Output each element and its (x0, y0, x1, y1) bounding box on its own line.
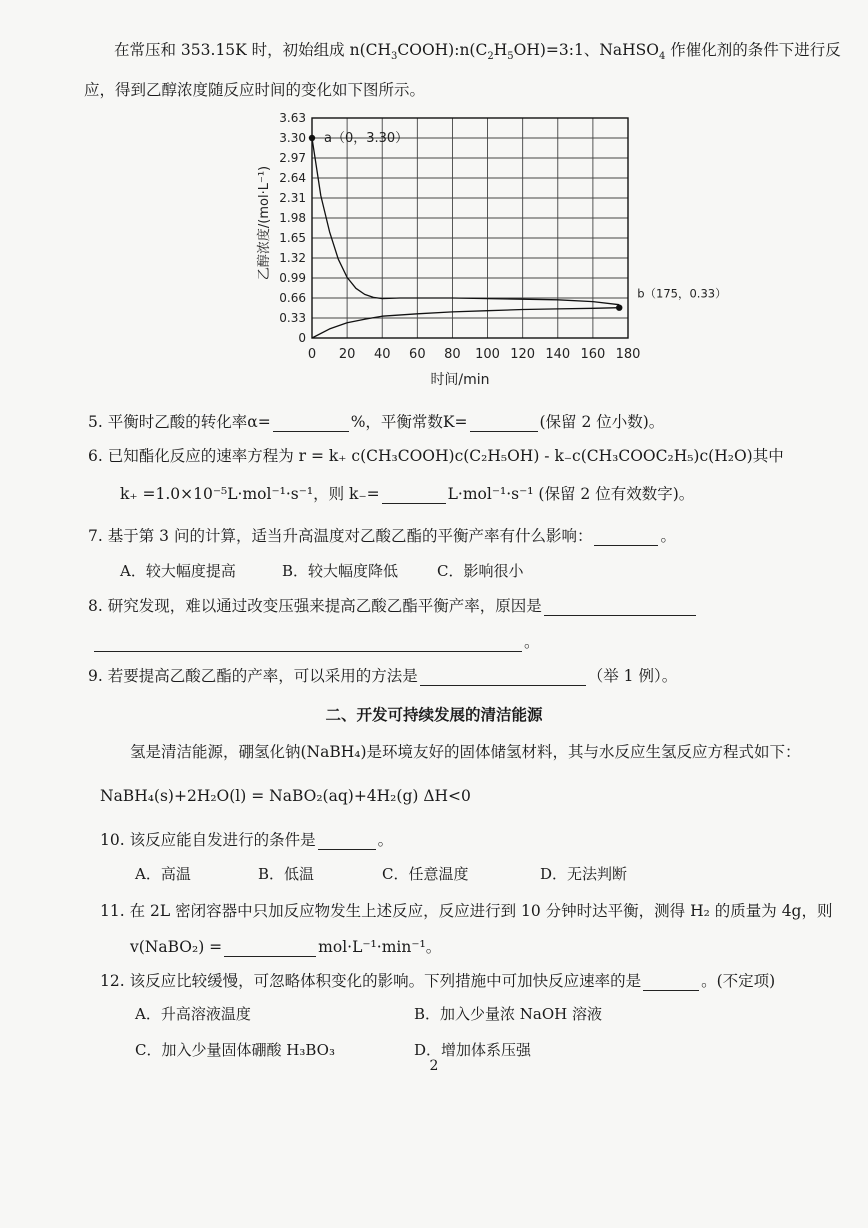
q5-text-a: 平衡时乙酸的转化率α= (107, 413, 271, 431)
q11-blank[interactable] (224, 955, 316, 957)
q7-number: 7. (88, 527, 103, 545)
q8-text: 研究发现，难以通过改变压强来提高乙酸乙酯平衡产率，原因是 (107, 597, 542, 615)
q7-option-c[interactable]: C．影响很小 (437, 562, 524, 580)
section-2-intro: 氢是清洁能源，硼氢化钠(NaBH₄)是环境友好的固体储氢材料，其与水反应生氢反应方程式如下： (130, 743, 801, 761)
question-12 (100, 969, 775, 991)
x-tick-label: 180 (615, 347, 641, 362)
section-2-heading: 二、开发可持续发展的清洁能源 (325, 706, 543, 724)
intro-sub: 4 (658, 51, 666, 63)
q12-text: 该反应比较缓慢，可忽略体积变化的影响。下列措施中可加快反应速率的是 (129, 972, 642, 990)
q5-number: 5. (88, 413, 103, 431)
q10-number: 10. (100, 831, 125, 849)
q8-end: 。 (524, 633, 540, 651)
intro-line-2: 应，得到乙醇浓度随反应时间的变化如下图所示。 (84, 81, 426, 99)
point-marker-a (309, 135, 315, 141)
y-tick-label: 2.31 (279, 191, 306, 205)
x-tick-label: 140 (545, 347, 571, 362)
y-tick-label: 2.97 (279, 151, 306, 165)
q5-text-c: (保留 2 位小数)。 (539, 413, 665, 431)
q7-end: 。 (660, 527, 676, 545)
question-6-line-2 (120, 482, 694, 504)
q12-option-b[interactable]: B．加入少量浓 NaOH 溶液 (414, 1005, 603, 1023)
intro-line-1 (114, 38, 841, 62)
q11-text: 在 2L 密闭容器中只加反应物发生上述反应，反应进行到 10 分钟时达平衡，测得 H₂ 的质量为 4g，则 (129, 902, 833, 920)
y-tick-label: 0.33 (279, 311, 306, 325)
chart-y-ticks (279, 111, 306, 345)
q12-option-d[interactable]: D．增加体系压强 (414, 1041, 532, 1059)
q6-number: 6. (88, 447, 103, 465)
x-tick-label: 120 (510, 347, 536, 362)
reaction-equation: NaBH₄(s)+2H₂O(l) = NaBO₂(aq)+4H₂(g) ΔH<0 (100, 787, 471, 805)
q8-blank-2[interactable] (94, 650, 522, 652)
question-8-line-2 (92, 630, 540, 652)
question-8 (88, 594, 698, 616)
y-tick-label: 2.64 (279, 171, 306, 185)
q10-option-b[interactable]: B．低温 (258, 865, 315, 883)
x-tick-label: 100 (475, 347, 500, 362)
chart-y-label: 乙醇浓度/(mol·L⁻¹) (257, 165, 272, 281)
chart-x-ticks (308, 347, 641, 362)
q11-text-c: mol·L⁻¹·min⁻¹。 (318, 938, 442, 956)
q10-option-c[interactable]: C．任意温度 (382, 865, 469, 883)
question-9 (88, 664, 677, 686)
q5-blank-k[interactable] (470, 430, 538, 432)
x-tick-label: 80 (444, 347, 461, 362)
q6-text-a: 已知酯化反应的速率方程为 r = k₊ c(CH₃COOH)c(C₂H₅OH) - k₋c(CH₃COOC₂H₅)c(H₂O)其中 (107, 447, 784, 465)
q10-option-a[interactable]: A．高温 (135, 865, 191, 883)
q5-text-b: %，平衡常数K= (350, 413, 468, 431)
y-tick-label: 0 (298, 331, 306, 345)
y-tick-label: 0.99 (279, 271, 306, 285)
chart-x-label: 时间/min (430, 372, 490, 388)
q12-option-a[interactable]: A．升高溶液温度 (135, 1005, 251, 1023)
q9-text: 若要提高乙酸乙酯的产率，可以采用的方法是 (107, 667, 418, 685)
q8-blank-1[interactable] (544, 614, 696, 616)
q9-blank[interactable] (420, 684, 586, 686)
q9-end: （举 1 例）。 (587, 667, 678, 685)
x-tick-label: 40 (373, 347, 391, 362)
question-5 (88, 410, 664, 432)
q6-blank-k-minus[interactable] (382, 502, 446, 504)
q10-text: 该反应能自发进行的条件是 (129, 831, 316, 849)
point-label-a: a（0，3.30） (324, 131, 409, 146)
q11-text-b: v(NaBO₂) = (130, 938, 223, 956)
q7-text: 基于第 3 问的计算，适当升高温度对乙酸乙酯的平衡产率有什么影响： (107, 527, 593, 545)
point-label-b: b（175，0.33） (637, 286, 727, 301)
q10-blank[interactable] (318, 848, 376, 850)
intro-text-e: H (493, 41, 508, 59)
question-11-line-2 (130, 935, 441, 957)
q12-option-c[interactable]: C．加入少量固体硼酸 H₃BO₃ (135, 1041, 335, 1059)
intro-sub: 5 (507, 51, 514, 63)
q10-option-d[interactable]: D．无法判断 (540, 865, 628, 883)
series-line-1 (312, 138, 619, 305)
x-tick-label: 60 (409, 347, 426, 362)
q7-blank[interactable] (594, 544, 658, 546)
y-tick-label: 0.66 (279, 291, 306, 305)
q12-blank[interactable] (643, 989, 699, 991)
q12-end: 。(不定项) (701, 972, 776, 990)
intro-text-g: OH)=3:1、NaHSO (513, 41, 659, 59)
intro-text-c: COOH):n(C (397, 41, 488, 59)
x-tick-label: 20 (338, 347, 356, 362)
q9-number: 9. (88, 667, 103, 685)
q8-number: 8. (88, 597, 103, 615)
y-tick-label: 3.30 (279, 131, 306, 145)
x-tick-label: 160 (580, 347, 606, 362)
ethanol-concentration-chart (250, 108, 727, 393)
q5-blank-conversion[interactable] (273, 430, 349, 432)
q6-text-c: L·mol⁻¹·s⁻¹ (保留 2 位有效数字)。 (447, 485, 695, 503)
y-tick-label: 3.63 (279, 111, 306, 125)
intro-sub: 3 (391, 51, 398, 63)
q7-option-a[interactable]: A．较大幅度提高 (120, 562, 236, 580)
page-number: 2 (429, 1058, 439, 1074)
x-tick-label: 0 (307, 347, 317, 362)
q6-text-b: k₊ =1.0×10⁻⁵L·mol⁻¹·s⁻¹，则 k₋= (120, 485, 380, 503)
intro-text-i: 作催化剂的条件下进行反 (665, 41, 841, 59)
chart-grid (312, 118, 628, 338)
y-tick-label: 1.98 (279, 211, 306, 225)
intro-sub: 2 (487, 51, 494, 63)
intro-text-a: 在常压和 353.15K 时，初始组成 n(CH (114, 41, 392, 59)
q10-end: 。 (377, 831, 394, 849)
question-7 (88, 524, 676, 546)
question-6 (88, 444, 784, 466)
q12-number: 12. (100, 972, 125, 990)
series-line-2 (312, 308, 619, 338)
y-tick-label: 1.65 (279, 231, 306, 245)
q11-number: 11. (100, 902, 125, 920)
question-10 (100, 828, 393, 850)
question-11 (100, 899, 832, 921)
chart-frame (312, 118, 628, 338)
point-marker-b (616, 304, 622, 310)
q7-option-b[interactable]: B．较大幅度降低 (282, 562, 399, 580)
y-tick-label: 1.32 (279, 251, 306, 265)
chart-axes (312, 118, 628, 338)
